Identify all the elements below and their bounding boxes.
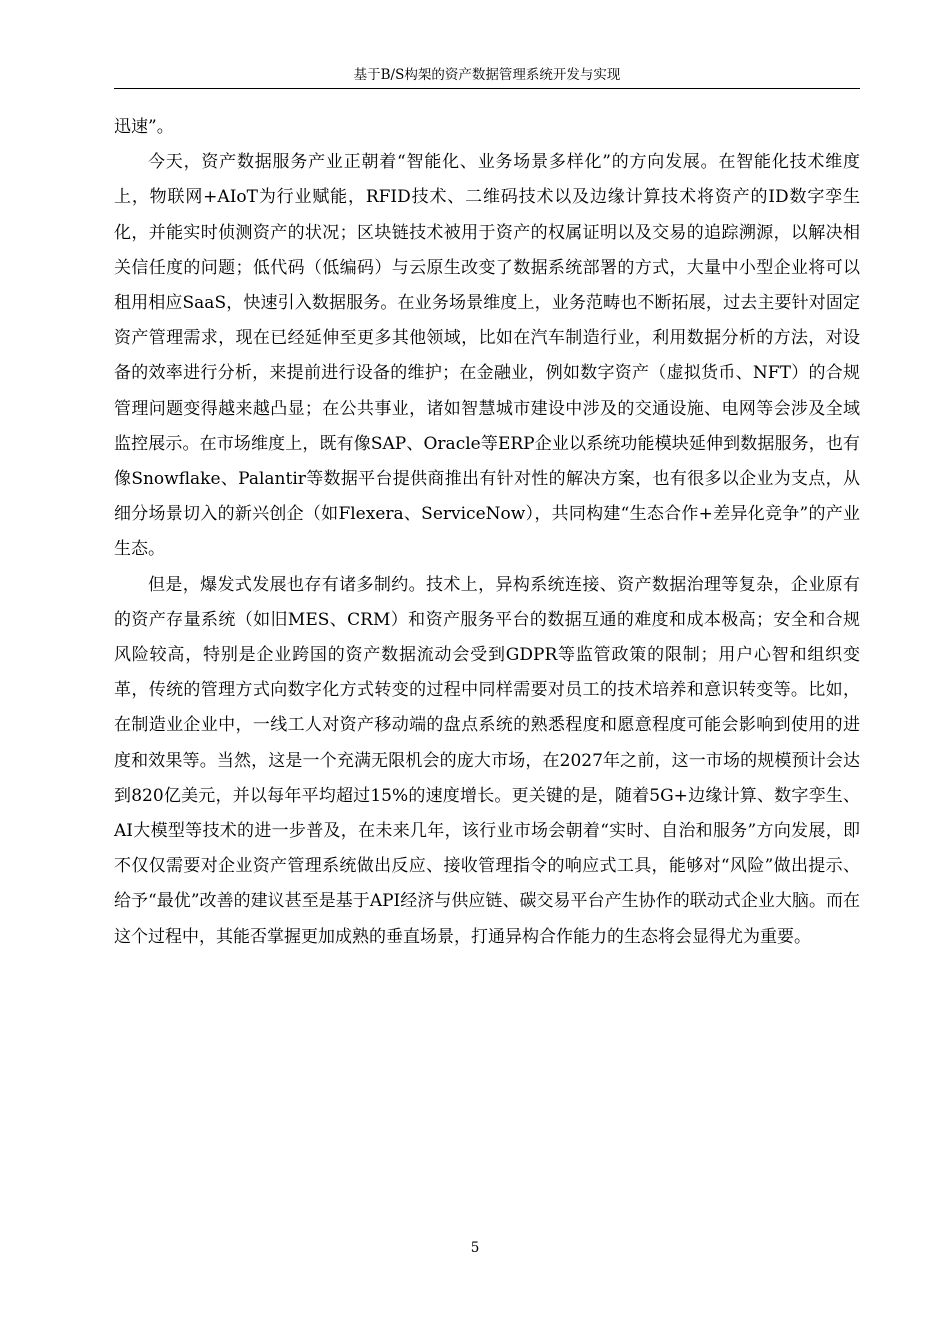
paragraph-constraints-outlook: 但是，爆发式发展也存有诸多制约。技术上，异构系统连接、资产数据治理等复杂，企业原有的资产存量系统（如旧MES、CRM）和资产服务平台的数据互通的难度和成本极高；安全和合规风险较高，特别是企业跨国的资产数据流动会受到GDPR等监管政策的限制；用户心智和组织变革，传统的管理方式向数字化方式转变的过程中同样需要对员工的技术培养和意识转变等。比如，在制造业企业中，一线工人对资产移动端的盘点系统的熟悉程度和愿意程度可能会影响到使用的进度和效果等。当然，这是一个充满无限机会的庞大市场，在2027年之前，这一市场的规模预计会达到820亿美元，并以每年平均超过15%的速度增长。更关键的是，随着5G+边缘计算、数字孪生、AI大模型等技术的进一步普及，在未来几年，该行业市场会朝着“实时、自治和服务”方向发展，即不仅仅需要对企业资产管理系统做出反应、接收管理指令的响应式工具，能够对“风险”做出提示、给予“最优”改善的建议甚至是基于API经济与供应链、碳交易平台产生协作的联动式企业大脑。而在这个过程中，其能否掌握更加成熟的垂直场景，打通异构合作能力的生态将会显得尤为重要。 xyxy=(114,574,860,947)
paragraph-industry-trends: 今天，资产数据服务产业正朝着“智能化、业务场景多样化”的方向发展。在智能化技术维度上，物联网+AIoT为行业赋能，RFID技术、二维码技术以及边缘计算技术将资产的ID数字孪生化，并能实时侦测资产的状况；区块链技术被用于资产的权属证明以及交易的追踪溯源，以解决相关信任度的问题；低代码（低编码）与云原生改变了数据系统部署的方式，大量中小型企业将可以租用相应SaaS，快速引入数据服务。在业务场景维度上，业务范畴也不断拓展，过去主要针对固定资产管理需求，现在已经延伸至更多其他领域，比如在汽车制造行业，利用数据分析的方法，对设备的效率进行分析，来提前进行设备的维护；在金融业，例如数字资产（虚拟货币、NFT）的合规管理问题变得越来越凸显；在公共事业，诸如智慧城市建设中涉及的交通设施、电网等会涉及全域监控展示。在市场维度上，既有像SAP、Oracle等ERP企业以系统功能模块延伸到数据服务，也有像Snowflake、Palantir等数据平台提供商推出有针对性的解决方案，也有很多以企业为支点，从细分场景切入的新兴创企（如Flexera、ServiceNow），共同构建“生态合作+差异化竞争”的产业生态。 xyxy=(114,152,860,560)
document-body xyxy=(114,110,860,955)
page-number: 5 xyxy=(470,1240,480,1256)
running-header-title: 基于B/S构架的资产数据管理系统开发与实现 xyxy=(353,67,621,83)
running-header xyxy=(114,64,860,89)
paragraph-continuation: 迅速”。 xyxy=(114,117,174,137)
